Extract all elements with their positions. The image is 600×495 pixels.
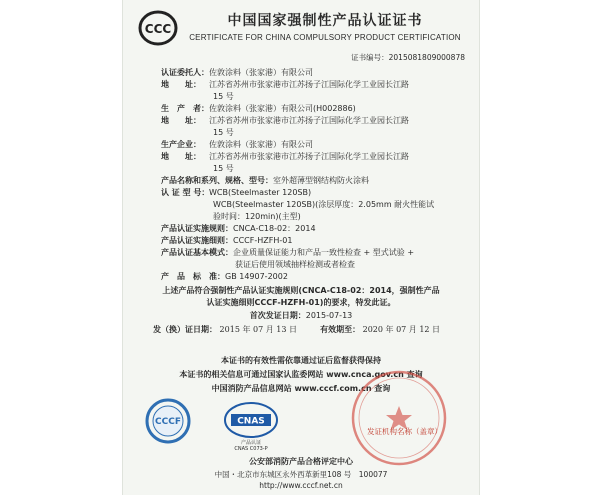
issuer-name: 公安部消防产品合格评定中心 — [249, 457, 353, 466]
seal-note: 发证机构名称（盖章） — [367, 427, 442, 436]
producer-address-row: 地 址： 江苏省苏州市张家港市江苏扬子江国际化学工业园长江路 — [161, 116, 409, 125]
cccf-logo-icon — [145, 398, 191, 444]
official-seal-stamp — [349, 368, 449, 468]
model-detail-1: WCB(Steelmaster 120SB)(涂层厚度：2.05mm 耐火性能试 — [213, 200, 435, 209]
issuer-address: 中国・北京市东城区永外西革新里108 号 100077 — [214, 470, 388, 479]
svg-text:CNAS: CNAS — [237, 416, 265, 427]
model-detail-2: 验时间：120min)(主型) — [213, 212, 301, 221]
issuer-website: http://www.cccf.net.cn — [259, 481, 343, 490]
conformity-line-2: 认证实施细则CCCF-HZFH-01)的要求，特发此证。 — [206, 298, 396, 307]
producer-row: 生 产 者：佐敦涂料（张家港）有限公司(H002886) — [161, 104, 356, 113]
ccc-logo-icon — [138, 8, 178, 48]
standard-row: 产 品 标 准：GB 14907-2002 — [161, 272, 288, 281]
validity-row: 发（换）证日期： 2015 年 07 月 13 日 有效期至： 2020 年 07 月 12 日 — [153, 324, 441, 334]
product-row: 产品名称和系列、规格、型号：室外超薄型钢结构防火涂料 — [161, 176, 369, 185]
svg-text:CCCF: CCCF — [155, 417, 181, 427]
certificate-title-cn: 中国国家强制性产品认证证书 — [227, 13, 423, 29]
factory-address-row: 地 址： 江苏省苏州市张家港市江苏扬子江国际化学工业园长江路 — [161, 152, 409, 161]
footer-note-1: 本证书的有效性需依靠通过证后监督获得保持 — [221, 356, 381, 365]
detail-row: 产品认证实施细则：CCCF-HZFH-01 — [161, 236, 293, 245]
mode-cont: 获证后使用领域抽样检测或者检查 — [235, 260, 355, 269]
model-row: 认 证 型 号：WCB(Steelmaster 120SB) — [161, 188, 312, 197]
svg-text:CCC: CCC — [144, 22, 172, 36]
producer-address-cont: 15 号 — [213, 128, 234, 137]
client-address-row: 地 址： 江苏省苏州市张家港市江苏扬子江国际化学工业园长江路 — [161, 80, 409, 89]
conformity-line-1: 上述产品符合强制性产品认证实施规则(CNCA-C18-02：2014，强制性产品 — [162, 286, 440, 295]
client-row: 认证委托人：佐敦涂料（张家港）有限公司 — [161, 68, 313, 77]
certificate-number: 证书编号：2015081809000878 — [351, 53, 465, 62]
client-address-cont: 15 号 — [213, 92, 234, 101]
factory-row: 生产企业： 佐敦涂料（张家港）有限公司 — [161, 140, 313, 149]
footer-note-2: 本证书的相关信息可通过国家认监委网站 www.cnca.gov.cn 查询 — [179, 370, 423, 379]
first-issue-date: 首次发证日期：2015-07-13 — [249, 311, 353, 320]
footer-note-3: 中国消防产品信息网站 www.cccf.com.cn 查询 — [211, 384, 391, 393]
mode-row: 产品认证基本模式：企业质量保证能力和产品一致性检查 + 型式试验 + — [161, 248, 415, 257]
certificate-page — [122, 0, 480, 495]
certificate-title-en: CERTIFICATE FOR CHINA COMPULSORY PRODUCT CERTIFICATION — [189, 33, 461, 42]
cnas-label: 产品认证 CNAS C073-P — [234, 440, 268, 452]
rule-row: 产品认证实施规则：CNCA-C18-02：2014 — [161, 224, 316, 233]
factory-address-cont: 15 号 — [213, 164, 234, 173]
cnas-logo-icon — [223, 400, 279, 440]
